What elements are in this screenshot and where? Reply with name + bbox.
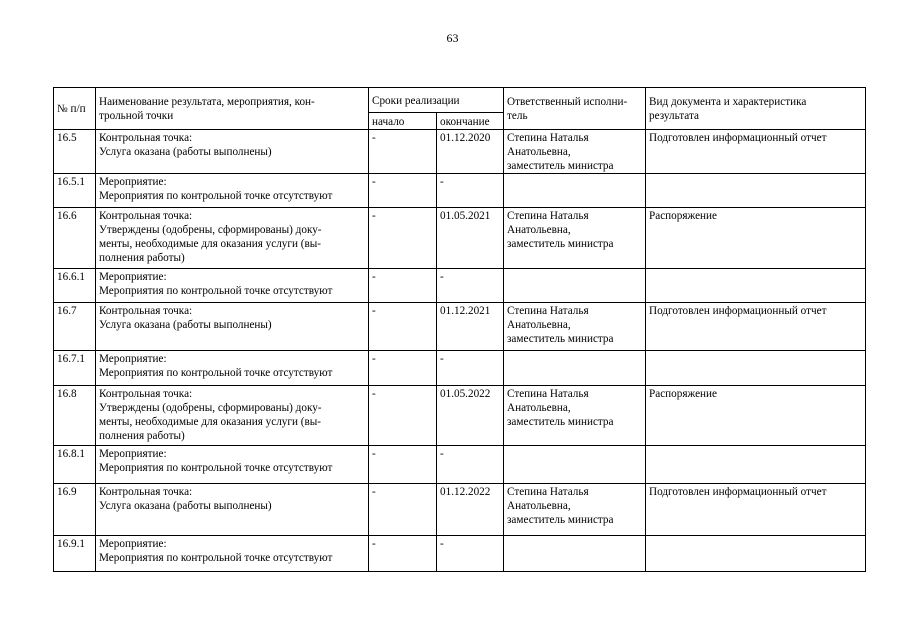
row-end: 01.05.2022 <box>437 386 504 446</box>
row-name <box>96 484 369 536</box>
row-title: Услуга оказана (работы выполнены) <box>99 319 272 331</box>
table-row <box>54 386 866 446</box>
row-name <box>96 130 369 174</box>
row-responsible <box>504 174 646 208</box>
row-num: 16.6.1 <box>54 269 96 303</box>
row-num: 16.9.1 <box>54 536 96 572</box>
table-row <box>54 303 866 351</box>
row-document: Распоряжение <box>646 208 866 269</box>
table-row <box>54 351 866 386</box>
row-num: 16.5.1 <box>54 174 96 208</box>
row-num: 16.8 <box>54 386 96 446</box>
row-type: Контрольная точка: <box>99 305 193 317</box>
row-end: - <box>437 351 504 386</box>
row-start: - <box>369 484 437 536</box>
row-end: - <box>437 536 504 572</box>
row-title: Утверждены (одобрены, сформированы) доку- менты, необходимые для оказания услуги (вы- полнения работы) <box>99 402 322 442</box>
table-row <box>54 130 866 174</box>
row-document: Подготовлен информационный отчет <box>646 130 866 174</box>
row-title: Услуга оказана (работы выполнены) <box>99 146 272 158</box>
table-row <box>54 174 866 208</box>
row-num: 16.5 <box>54 130 96 174</box>
row-responsible: Степина Наталья Анатольевна, заместитель министра <box>504 130 646 174</box>
table-row <box>54 208 866 269</box>
row-title: Мероприятия по контрольной точке отсутствуют <box>99 552 333 564</box>
table-header <box>54 88 866 130</box>
row-responsible <box>504 536 646 572</box>
row-start: - <box>369 174 437 208</box>
row-start: - <box>369 386 437 446</box>
header-name: Наименование результата, мероприятия, кон- трольной точки <box>96 88 369 130</box>
row-type: Контрольная точка: <box>99 388 193 400</box>
row-name <box>96 446 369 484</box>
row-document <box>646 351 866 386</box>
row-start: - <box>369 269 437 303</box>
row-type: Контрольная точка: <box>99 210 193 222</box>
row-type: Контрольная точка: <box>99 132 193 144</box>
row-num: 16.7.1 <box>54 351 96 386</box>
header-document: Вид документа и характеристика результата <box>646 88 866 130</box>
header-period: Сроки реализации <box>369 88 504 113</box>
table-row <box>54 484 866 536</box>
row-start: - <box>369 208 437 269</box>
table-row <box>54 536 866 572</box>
row-title: Мероприятия по контрольной точке отсутствуют <box>99 462 333 474</box>
row-responsible <box>504 269 646 303</box>
row-type: Мероприятие: <box>99 176 167 188</box>
table-body <box>54 130 866 572</box>
row-responsible: Степина Наталья Анатольевна, заместитель министра <box>504 484 646 536</box>
row-end: - <box>437 269 504 303</box>
row-name <box>96 303 369 351</box>
row-document <box>646 536 866 572</box>
row-start: - <box>369 130 437 174</box>
row-end: - <box>437 174 504 208</box>
row-type: Мероприятие: <box>99 448 167 460</box>
row-responsible: Степина Наталья Анатольевна, заместитель министра <box>504 386 646 446</box>
header-num: № п/п <box>54 88 96 130</box>
row-title: Услуга оказана (работы выполнены) <box>99 500 272 512</box>
row-num: 16.7 <box>54 303 96 351</box>
row-end: - <box>437 446 504 484</box>
row-document: Подготовлен информационный отчет <box>646 303 866 351</box>
row-name <box>96 174 369 208</box>
row-responsible: Степина Наталья Анатольевна, заместитель министра <box>504 208 646 269</box>
row-num: 16.9 <box>54 484 96 536</box>
page-number: 63 <box>446 31 459 45</box>
row-type: Контрольная точка: <box>99 486 193 498</box>
header-end: окончание <box>437 113 504 130</box>
row-start: - <box>369 351 437 386</box>
row-name <box>96 208 369 269</box>
row-end: 01.12.2020 <box>437 130 504 174</box>
row-end: 01.12.2022 <box>437 484 504 536</box>
row-name <box>96 351 369 386</box>
row-name <box>96 386 369 446</box>
row-title: Мероприятия по контрольной точке отсутствуют <box>99 285 333 297</box>
row-start: - <box>369 303 437 351</box>
row-document: Распоряжение <box>646 386 866 446</box>
row-responsible: Степина Наталья Анатольевна, заместитель министра <box>504 303 646 351</box>
row-num: 16.8.1 <box>54 446 96 484</box>
row-type: Мероприятие: <box>99 271 167 283</box>
row-responsible <box>504 446 646 484</box>
row-document <box>646 174 866 208</box>
row-num: 16.6 <box>54 208 96 269</box>
row-type: Мероприятие: <box>99 538 167 550</box>
row-title: Мероприятия по контрольной точке отсутствуют <box>99 367 333 379</box>
row-end: 01.12.2021 <box>437 303 504 351</box>
row-end: 01.05.2021 <box>437 208 504 269</box>
row-start: - <box>369 536 437 572</box>
row-name <box>96 269 369 303</box>
row-document <box>646 269 866 303</box>
row-document <box>646 446 866 484</box>
row-responsible <box>504 351 646 386</box>
header-responsible: Ответственный исполни- тель <box>504 88 646 130</box>
row-title: Утверждены (одобрены, сформированы) доку- менты, необходимые для оказания услуги (вы- полнения работы) <box>99 224 322 264</box>
header-start: начало <box>369 113 437 130</box>
row-document: Подготовлен информационный отчет <box>646 484 866 536</box>
table-row <box>54 446 866 484</box>
table-row <box>54 269 866 303</box>
row-title: Мероприятия по контрольной точке отсутствуют <box>99 190 333 202</box>
row-name <box>96 536 369 572</box>
implementation-plan-table <box>53 87 866 572</box>
row-type: Мероприятие: <box>99 353 167 365</box>
row-start: - <box>369 446 437 484</box>
